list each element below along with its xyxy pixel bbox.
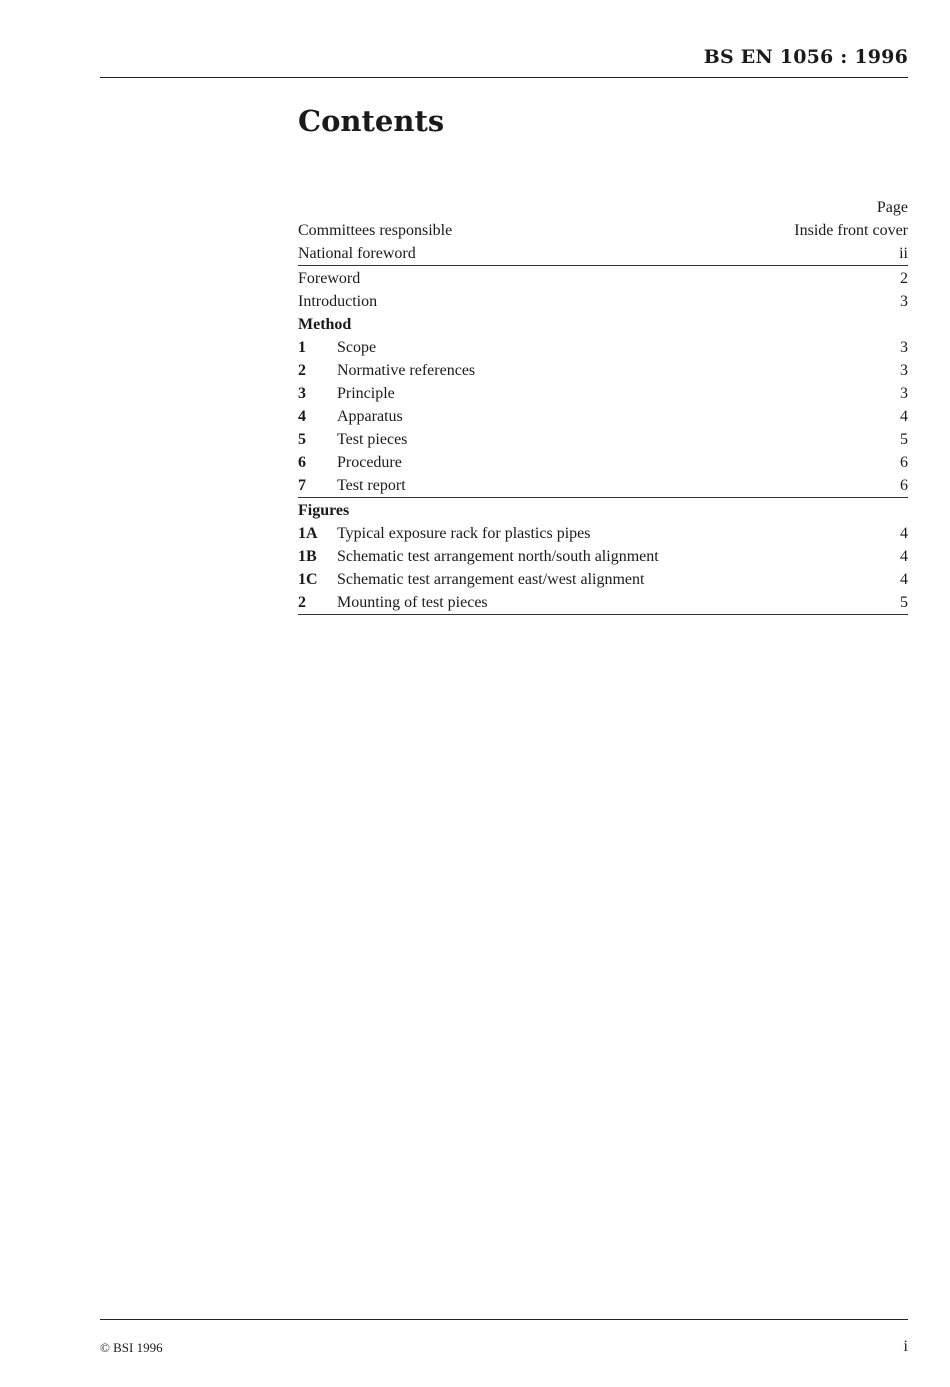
toc-entry-page: 3: [900, 293, 908, 310]
toc-entry-label: Foreword: [298, 270, 361, 287]
toc-entry-apparatus[interactable]: [298, 405, 908, 428]
toc-entry-label: Committees responsible: [298, 222, 453, 239]
toc-entry-label: Principle: [337, 385, 395, 402]
toc-entry-scope[interactable]: [298, 336, 908, 359]
toc-entry-page: 3: [900, 385, 908, 402]
toc-entry-label: Mounting of test pieces: [337, 594, 488, 611]
toc-entry-page: 5: [900, 431, 908, 448]
footer-rule: [100, 1319, 908, 1320]
toc-entry-label: Normative references: [337, 362, 476, 379]
toc-entry-label: Apparatus: [337, 408, 403, 425]
toc-entry-page: 2: [900, 270, 908, 287]
toc-entry-normative-references[interactable]: [298, 359, 908, 382]
toc-entry-label: Schematic test arrangement north/south alignment: [337, 548, 659, 565]
toc-entry-procedure[interactable]: [298, 451, 908, 474]
toc-entry-page: ii: [899, 245, 908, 262]
toc-section-method: [298, 313, 908, 336]
toc-entry-number: 2: [298, 594, 306, 611]
toc-entry-label: Typical exposure rack for plastics pipes: [337, 525, 591, 542]
toc-entry-label: Scope: [337, 339, 377, 356]
toc-entry-page: 4: [900, 525, 908, 542]
toc-entry-number: 1A: [298, 525, 318, 542]
toc-entry-figure-1a[interactable]: [298, 522, 908, 545]
toc-entry-label: Test report: [337, 477, 406, 494]
toc-entry-figure-2[interactable]: [298, 591, 908, 615]
page-heading-label: Page: [876, 199, 908, 216]
toc-entry-number: 1C: [298, 571, 318, 588]
toc-entry-number: 6: [298, 454, 306, 471]
page-column-heading: [298, 196, 908, 219]
section-heading: Method: [298, 316, 352, 333]
toc-entry-page: 4: [900, 571, 908, 588]
toc-entry-page: 6: [900, 454, 908, 471]
document-id: BS EN 1056 : 1996: [703, 46, 908, 68]
toc-entry-number: 1B: [298, 548, 317, 565]
toc-entry-figure-1b[interactable]: [298, 545, 908, 568]
toc-entry-figure-1c[interactable]: [298, 568, 908, 591]
toc-entry-label: Procedure: [337, 454, 402, 471]
toc-section-figures: [298, 499, 908, 522]
toc-entry-label: National foreword: [298, 245, 416, 262]
toc-entry-number: 4: [298, 408, 306, 425]
toc-entry-page: 3: [900, 362, 908, 379]
toc-entry-page: 4: [900, 548, 908, 565]
toc-entry-label: Introduction: [298, 293, 378, 310]
copyright-notice: © BSI 1996: [100, 1340, 163, 1355]
toc-entry-label: Schematic test arrangement east/west alignment: [337, 571, 645, 588]
toc-entry-number: 3: [298, 385, 306, 402]
toc-entry-foreword[interactable]: [298, 267, 908, 290]
toc-entry-principle[interactable]: [298, 382, 908, 405]
table-of-contents: [298, 196, 908, 616]
toc-entry-page: Inside front cover: [794, 222, 908, 239]
toc-entry-number: 7: [298, 477, 306, 494]
toc-entry-number: 5: [298, 431, 306, 448]
toc-entry-page: 5: [900, 594, 908, 611]
toc-entry-page: 4: [900, 408, 908, 425]
toc-entry-test-pieces[interactable]: [298, 428, 908, 451]
toc-entry-page: 6: [900, 477, 908, 494]
section-heading: Figures: [298, 502, 350, 519]
toc-entry-number: 2: [298, 362, 306, 379]
page-title: Contents: [298, 104, 445, 138]
toc-entry-committees[interactable]: [298, 219, 908, 242]
toc-entry-introduction[interactable]: [298, 290, 908, 313]
header-rule: [100, 77, 908, 78]
toc-entry-national-foreword[interactable]: [298, 242, 908, 266]
toc-entry-number: 1: [298, 339, 306, 356]
toc-entry-test-report[interactable]: [298, 474, 908, 498]
toc-entry-label: Test pieces: [337, 431, 408, 448]
page-number: i: [903, 1338, 908, 1355]
toc-entry-page: 3: [900, 339, 908, 356]
